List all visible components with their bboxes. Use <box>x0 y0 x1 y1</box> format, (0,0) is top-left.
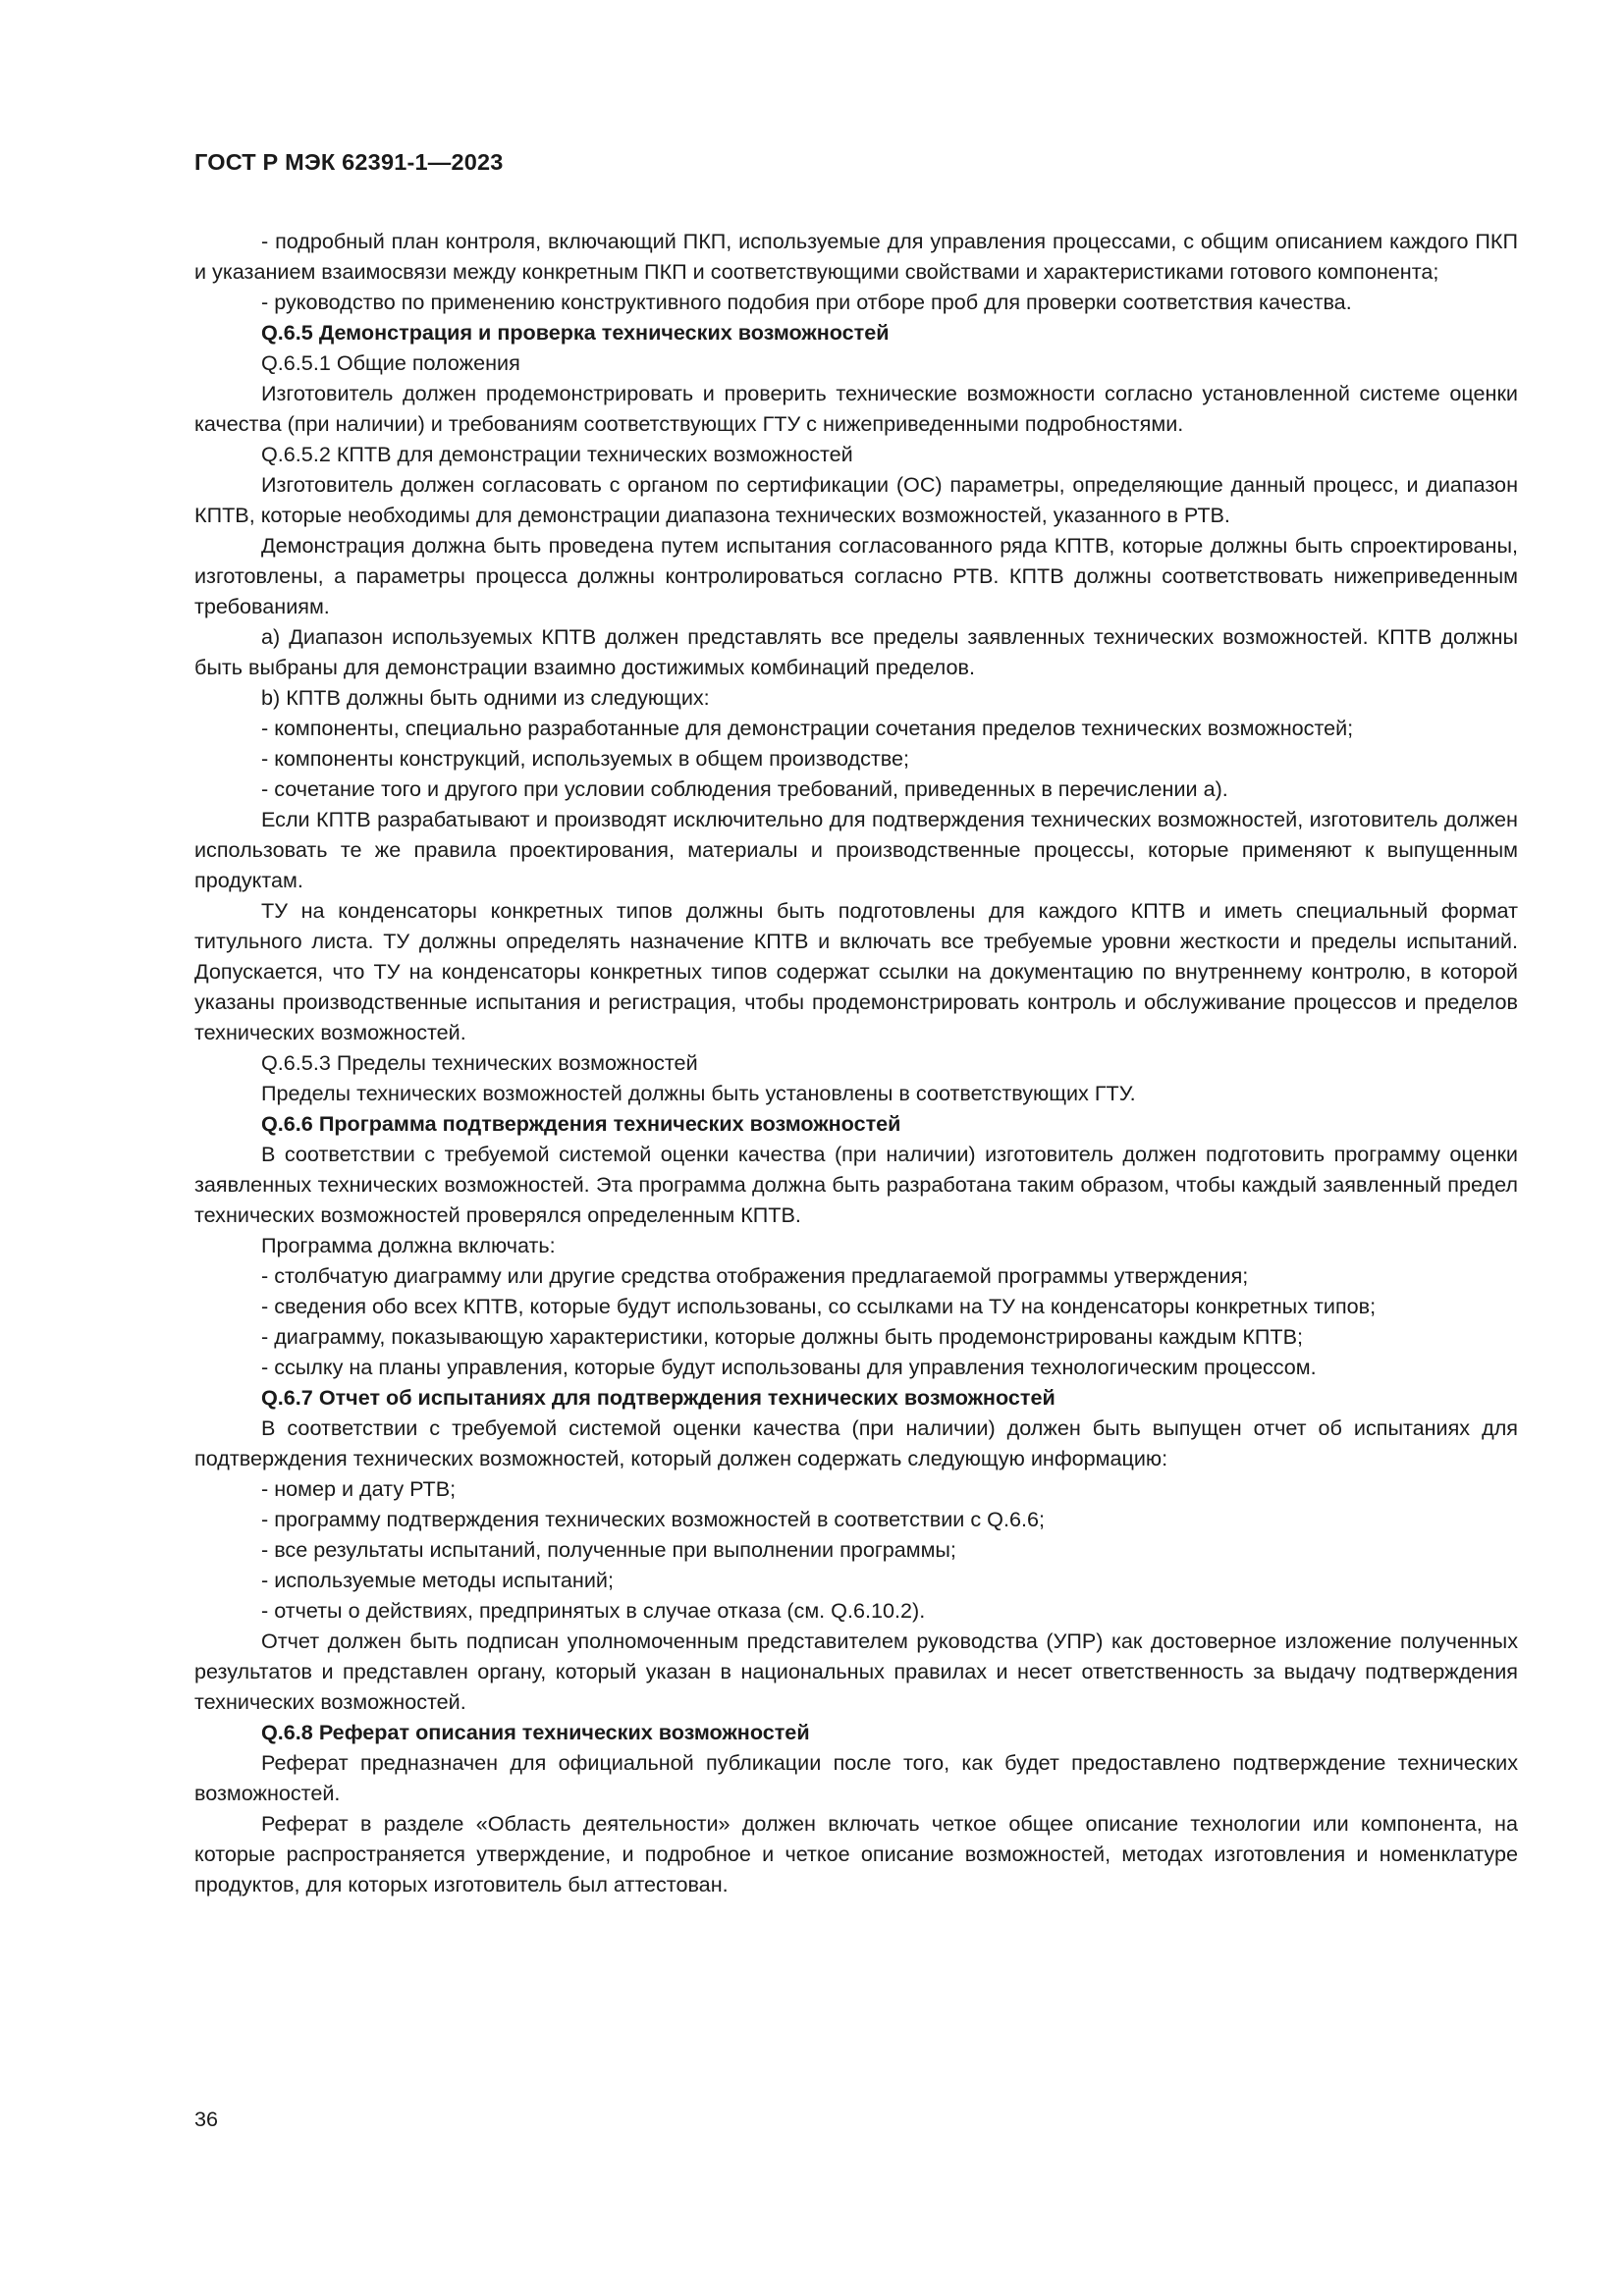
paragraph: - компоненты конструкций, используемых в общем производстве; <box>261 746 910 771</box>
paragraph: - используемые методы испытаний; <box>261 1568 614 1592</box>
paragraph: - все результаты испытаний, полученные при выполнении программы; <box>261 1537 956 1562</box>
paragraph: - диаграмму, показывающую характеристики, которые должны быть продемонстрированы каждым КПТВ; <box>261 1324 1304 1349</box>
paragraph: Программа должна включать: <box>261 1233 556 1257</box>
paragraph: a) Диапазон используемых КПТВ должен представлять все пределы заявленных технических возможностей. КПТВ должны быть выбраны для демонстрации взаимно достижимых комбинаций пределов. <box>194 624 1518 679</box>
paragraph: Изготовитель должен продемонстрировать и проверить технические возможности согласно установленной системе оценки качества (при наличии) и требованиям соответствующих ГТУ с нижеприведенными подробностями. <box>194 381 1518 436</box>
paragraph: Q.6.5.2 КПТВ для демонстрации технических возможностей <box>261 442 853 466</box>
paragraph: Реферат предназначен для официальной публикации после того, как будет предоставлено подтверждение технических возможностей. <box>194 1750 1518 1805</box>
paragraph: - ссылку на планы управления, которые будут использованы для управления технологическим процессом. <box>261 1355 1317 1379</box>
paragraph: Реферат в разделе «Область деятельности» должен включать четкое общее описание технологии или компонента, на которые распространяется утверждение, и подробное и четкое описание возможностей, методах изготовления и номенклатуре продуктов, для которых изготовитель был аттестован. <box>194 1811 1518 1896</box>
paragraph: Q.6.5.3 Пределы технических возможностей <box>261 1050 698 1075</box>
paragraph: - отчеты о действиях, предпринятых в случае отказа (см. Q.6.10.2). <box>261 1598 926 1623</box>
paragraph: - программу подтверждения технических возможностей в соответствии с Q.6.6; <box>261 1507 1045 1531</box>
paragraph: ТУ на конденсаторы конкретных типов должны быть подготовлены для каждого КПТВ и иметь специальный формат титульного листа. ТУ должны определять назначение КПТВ и включать все требуемые уровни жесткости и пределы испытаний. Допускается, что ТУ на конденсаторы конкретных типов содержат ссылки на документацию по внутреннему контролю, в которой указаны производственные испытания и регистрация, чтобы продемонстрировать контроль и обслуживание процессов и пределов технических возможностей. <box>194 898 1518 1044</box>
paragraph: b) КПТВ должны быть одними из следующих: <box>261 685 710 710</box>
paragraph: - руководство по применению конструктивного подобия при отборе проб для проверки соответствия качества. <box>261 290 1352 314</box>
paragraph: Если КПТВ разрабатывают и производят исключительно для подтверждения технических возможностей, изготовитель должен использовать те же правила проектирования, материалы и производственные процессы, которые применяют к выпущенным продуктам. <box>194 807 1518 892</box>
section-heading: Q.6.7 Отчет об испытаниях для подтверждения технических возможностей <box>261 1385 1056 1410</box>
paragraph: Изготовитель должен согласовать с органом по сертификации (ОС) параметры, определяющие данный процесс, и диапазон КПТВ, которые необходимы для демонстрации диапазона технических возможностей, указанного в РТВ. <box>194 472 1518 527</box>
document-body <box>194 226 1518 1899</box>
paragraph: - сведения обо всех КПТВ, которые будут использованы, со ссылками на ТУ на конденсаторы конкретных типов; <box>261 1294 1377 1318</box>
paragraph: В соответствии с требуемой системой оценки качества (при наличии) должен быть выпущен отчет об испытаниях для подтверждения технических возможностей, который должен содержать следующую информацию: <box>194 1415 1518 1470</box>
paragraph: - подробный план контроля, включающий ПКП, используемые для управления процессами, с общим описанием каждого ПКП и указанием взаимосвязи между конкретным ПКП и соответствующими свойствами и характеристиками готового компонента; <box>194 229 1518 284</box>
section-heading: Q.6.5 Демонстрация и проверка технических возможностей <box>261 320 890 345</box>
standard-designation: ГОСТ Р МЭК 62391-1—2023 <box>194 149 504 175</box>
paragraph: Отчет должен быть подписан уполномоченным представителем руководства (УПР) как достоверное изложение полученных результатов и представлен органу, который указан в национальных правилах и несет ответственность за выдачу подтверждения технических возможностей. <box>194 1629 1518 1714</box>
section-heading: Q.6.6 Программа подтверждения технических возможностей <box>261 1111 901 1136</box>
paragraph: Демонстрация должна быть проведена путем испытания согласованного ряда КПТВ, которые должны быть спроектированы, изготовлены, а параметры процесса должны контролироваться согласно РТВ. КПТВ должны соответствовать нижеприведенным требованиям. <box>194 533 1518 618</box>
paragraph: - сочетание того и другого при условии соблюдения требований, приведенных в перечислении a). <box>261 776 1228 801</box>
page-number: 36 <box>194 2107 219 2131</box>
paragraph: - номер и дату РТВ; <box>261 1476 457 1501</box>
paragraph: Пределы технических возможностей должны быть установлены в соответствующих ГТУ. <box>261 1081 1136 1105</box>
section-heading: Q.6.8 Реферат описания технических возможностей <box>261 1720 810 1744</box>
paragraph: В соответствии с требуемой системой оценки качества (при наличии) изготовитель должен подготовить программу оценки заявленных технических возможностей. Эта программа должна быть разработана таким образом, чтобы каждый заявленный предел технических возможностей проверялся определенным КПТВ. <box>194 1142 1518 1227</box>
paragraph: Q.6.5.1 Общие положения <box>261 350 520 375</box>
paragraph: - столбчатую диаграмму или другие средства отображения предлагаемой программы утверждения; <box>261 1263 1249 1288</box>
paragraph: - компоненты, специально разработанные для демонстрации сочетания пределов технических возможностей; <box>261 716 1354 740</box>
